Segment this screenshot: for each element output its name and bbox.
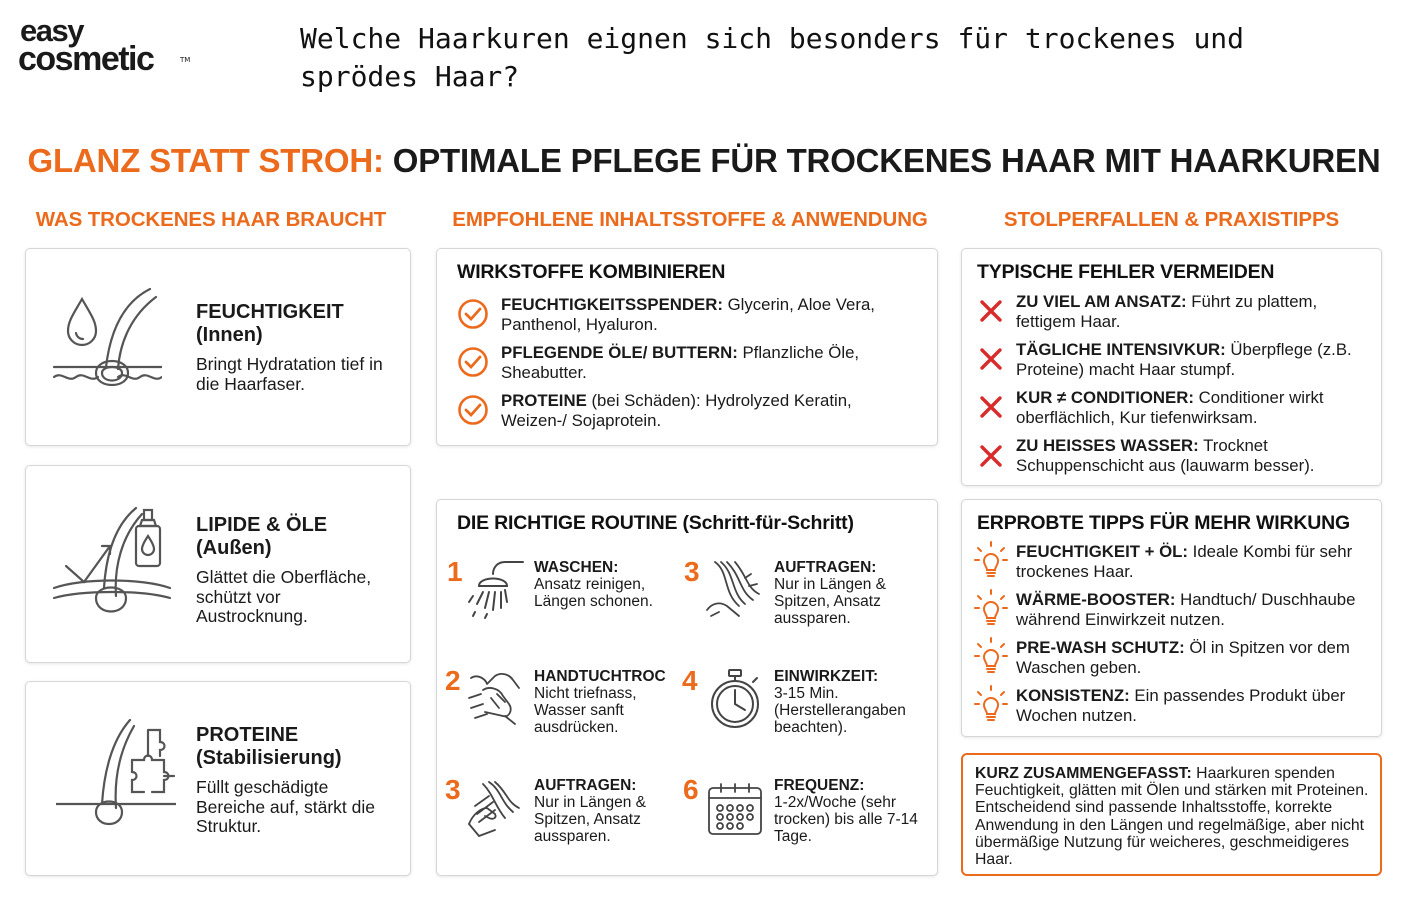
page-title — [0, 142, 1408, 180]
need-title: PROTEINE (Stabilisierung) — [196, 724, 342, 769]
hand-hair-icon — [465, 778, 525, 840]
step-description: Ansatz reinigen, Längen schonen. — [534, 576, 653, 610]
tipps-card — [961, 499, 1382, 737]
question-heading: Welche Haarkuren eignen sich besonders für trockenes und sprödes Haar? — [300, 22, 1245, 93]
wirkstoffe-card — [436, 248, 938, 446]
brand-logo — [18, 13, 191, 78]
step-description: 3-15 Min. (Herstellerangaben beachten). — [774, 685, 906, 736]
lightbulb-icon — [974, 684, 1008, 724]
check-circle-icon — [457, 298, 489, 330]
step-title: FREQUENZ: — [774, 777, 865, 794]
step-number: 3 — [445, 774, 461, 805]
step-title: AUFTRAGEN: — [774, 559, 877, 576]
wirkstoff-item: FEUCHTIGKEITSSPENDER: Glycerin, Aloe Vera, Panthenol, Hyaluron. — [501, 295, 875, 334]
tipp-item: FEUCHTIGKEIT + ÖL: Ideale Kombi für sehr trockenes Haar. — [1016, 542, 1353, 581]
step-description: 1-2x/Woche (sehr trocken) bis alle 7-14 Tage. — [774, 794, 918, 845]
need-description: Füllt geschädigte Bereiche auf, stärkt die Struktur. — [196, 777, 375, 836]
card-heading: ERPROBTE TIPPS FÜR MEHR WIRKUNG — [977, 512, 1350, 534]
need-description: Bringt Hydratation tief in die Haarfaser. — [196, 354, 383, 394]
cross-icon — [978, 298, 1004, 324]
fehler-card — [961, 248, 1382, 486]
step-description: Nur in Längen & Spitzen, Ansatz aussparen. — [774, 576, 887, 627]
wirkstoff-item: PFLEGENDE ÖLE/ BUTTERN: Pflanzliche Öle, Sheabutter. — [501, 343, 860, 382]
summary-box — [961, 753, 1382, 876]
logo-trademark: TM — [180, 56, 191, 64]
routine-card — [436, 499, 938, 876]
need-description: Glättet die Oberfläche, schützt vor Austrocknung. — [196, 567, 372, 626]
need-title: FEUCHTIGKEIT (Innen) — [196, 301, 344, 346]
tipp-item: PRE-WASH SCHUTZ: Öl in Spitzen vor dem Waschen geben. — [1016, 638, 1350, 677]
fehler-item: ZU HEISSES WASSER: Trocknet Schuppenschicht aus (lauwarm besser). — [1016, 436, 1315, 475]
need-card-moisture — [25, 248, 411, 446]
title-highlight: GLANZ STATT STROH: — [27, 142, 384, 179]
step-number: 4 — [682, 665, 698, 696]
check-circle-icon — [457, 346, 489, 378]
wirkstoff-item: PROTEINE (bei Schäden): Hydrolyzed Keratin, Weizen-/ Sojaprotein. — [501, 391, 852, 430]
cross-icon — [978, 346, 1004, 372]
calendar-icon — [707, 780, 763, 838]
step-number: 6 — [683, 774, 699, 805]
column-title-ingredients: EMPFOHLENE INHALTSSTOFFE & ANWENDUNG — [452, 208, 928, 231]
card-heading: DIE RICHTIGE ROUTINE (Schritt-für-Schritt) — [457, 512, 854, 534]
step-title: WASCHEN: — [534, 559, 619, 576]
towel-hands-icon — [465, 668, 525, 730]
hair-strands-icon — [705, 558, 765, 622]
fehler-item: ZU VIEL AM ANSATZ: Führt zu plattem, fettigem Haar. — [1016, 292, 1318, 331]
step-number: 1 — [447, 556, 463, 587]
hair-droplet-icon — [52, 285, 162, 409]
logo-line-1: easy — [20, 13, 83, 48]
hair-puzzle-icon — [56, 716, 176, 846]
summary-label: KURZ ZUSAMMENGEFASST: — [975, 765, 1192, 782]
hair-oil-bottle-icon — [52, 506, 172, 626]
fehler-item: TÄGLICHE INTENSIVKUR: Überpflege (z.B. Proteine) macht Haar stumpf. — [1016, 340, 1352, 379]
step-number: 2 — [445, 665, 461, 696]
need-card-lipids — [25, 465, 411, 663]
step-number: 3 — [684, 556, 700, 587]
lightbulb-icon — [974, 540, 1008, 580]
step-title: AUFTRAGEN: — [534, 777, 637, 794]
step-description: Nur in Längen & Spitzen, Ansatz aussparen. — [534, 794, 647, 845]
fehler-item: KUR ≠ CONDITIONER: Conditioner wirkt oberflächlich, Kur tiefenwirksam. — [1016, 388, 1324, 427]
card-heading: WIRKSTOFFE KOMBINIEREN — [457, 261, 726, 283]
step-title: HANDTUCHTROC — [534, 668, 666, 685]
need-card-proteins — [25, 681, 411, 876]
column-title-needs: WAS TROCKENES HAAR BRAUCHT — [35, 208, 387, 231]
stopwatch-icon — [707, 668, 763, 730]
summary-text: Haarkuren spenden Feuchtigkeit, glätten mit Ölen und stärken mit Proteinen. Entscheidend sind passende Inhaltsstoffe, korrekte Anwendung in den Längen und regelmäßige, aber nicht übermäßige Nutzung für weicheres, geschmeidigeres Haar. — [975, 765, 1369, 869]
cross-icon — [978, 443, 1004, 469]
step-description: Nicht triefnass, Wasser sanft ausdrücken. — [534, 685, 637, 736]
cross-icon — [978, 394, 1004, 420]
lightbulb-icon — [974, 588, 1008, 628]
check-circle-icon — [457, 394, 489, 426]
step-title: EINWIRKZEIT: — [774, 668, 879, 685]
lightbulb-icon — [974, 636, 1008, 676]
title-rest: OPTIMALE PFLEGE FÜR TROCKENES HAAR MIT HAARKUREN — [383, 142, 1381, 179]
tipp-item: KONSISTENZ: Ein passendes Produkt über Wochen nutzen. — [1016, 686, 1346, 725]
card-heading: TYPISCHE FEHLER VERMEIDEN — [977, 261, 1275, 283]
column-title-pitfalls: STOLPERFALLEN & PRAXISTIPPS — [1003, 208, 1340, 231]
tipp-item: WÄRME-BOOSTER: Handtuch/ Duschhaube während Einwirkzeit nutzen. — [1016, 590, 1356, 629]
need-title: LIPIDE & ÖLE (Außen) — [196, 514, 328, 559]
logo-line-2: cosmetic — [18, 40, 154, 78]
shower-icon — [465, 556, 527, 622]
